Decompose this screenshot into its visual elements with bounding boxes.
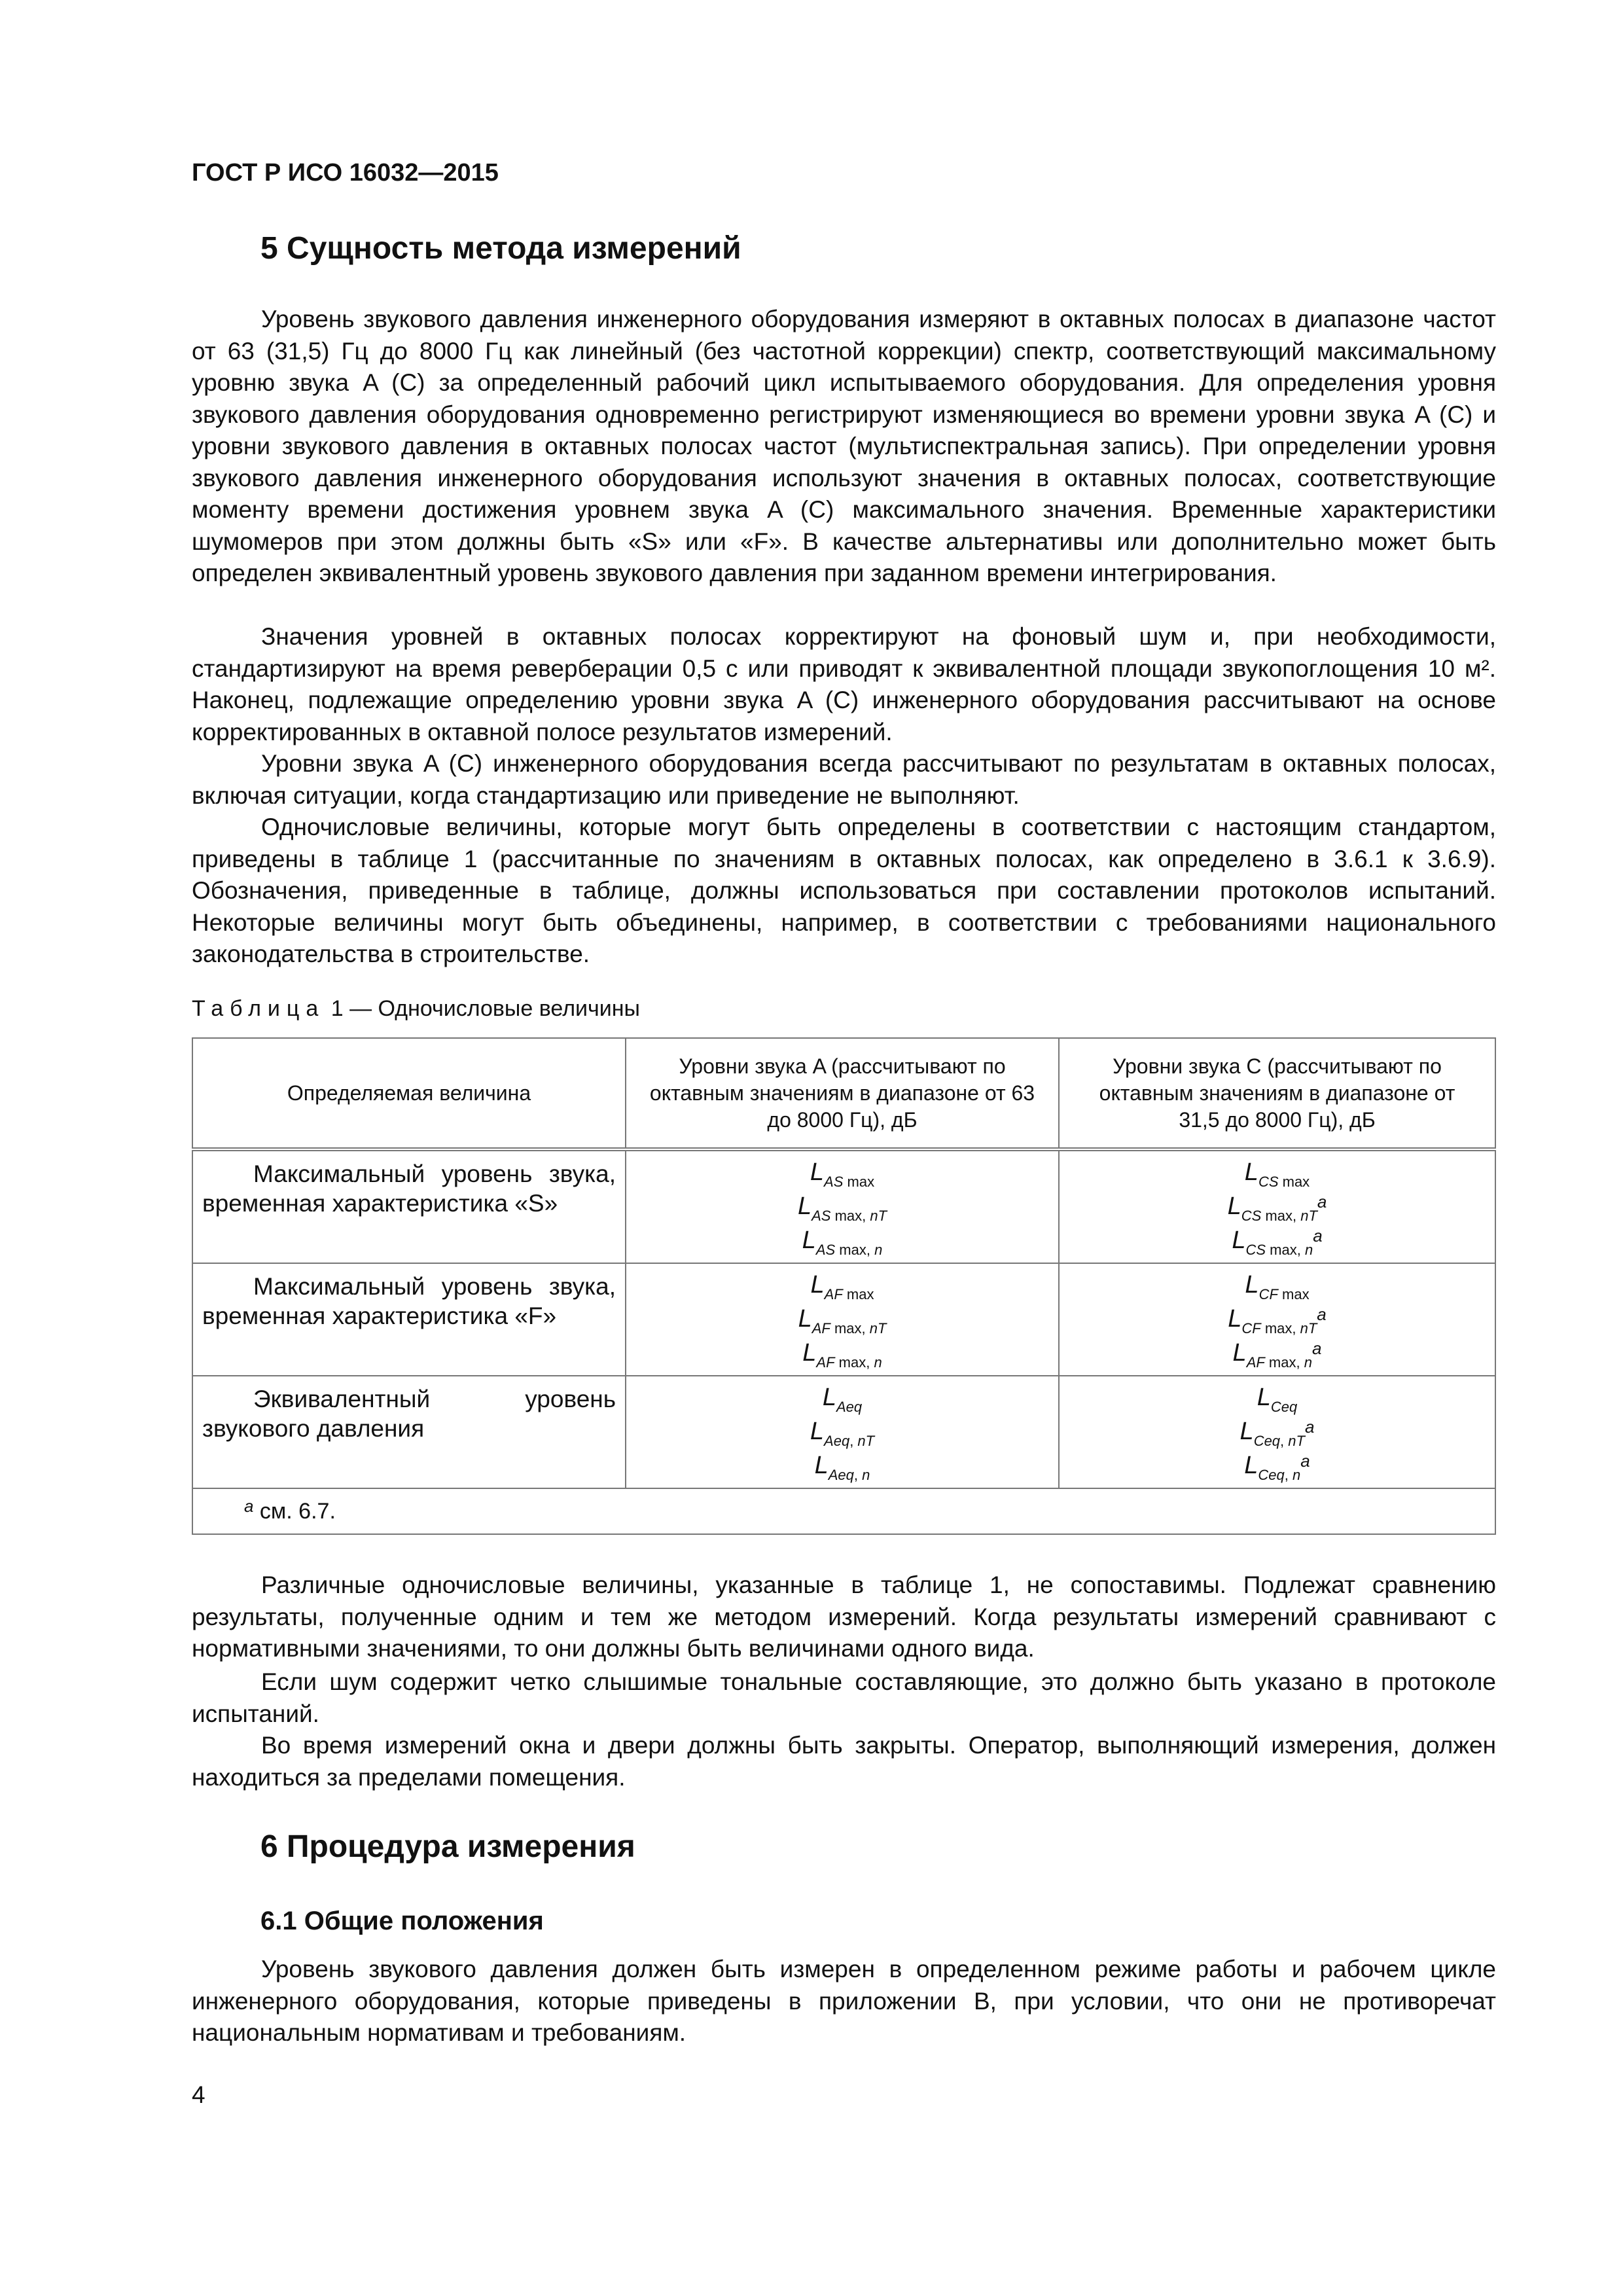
table-header-row [192,1038,1495,1149]
quantity-cell: Эквивалентный уровень звукового давления [192,1376,626,1488]
after-table-paragraph-2: Если шум содержит четко слышимые тональные составляющие, это должно быть указано в протоколе испытаний. [192,1668,1496,1727]
table-caption-label: Таблица [192,996,325,1021]
c-symbols-cell [1059,1263,1495,1376]
symbol: $L_{CF max}$ [1245,1271,1310,1302]
document-header: ГОСТ Р ИСО 16032—2015 [192,159,499,187]
quantity-cell: Максимальный уровень звука, временная характеристика «S» [192,1149,626,1263]
symbol: $L_{CS max}$ [1244,1158,1310,1190]
table-footnote-row [192,1488,1495,1534]
symbol: $L_{CF max, nT}^a$ [1228,1304,1327,1336]
symbol: $L_{Ceq}$ [1257,1384,1298,1415]
symbol: $L_{AF max, nT}$ [798,1305,887,1336]
symbol: $L_{Ceq, nT}^a$ [1240,1417,1315,1449]
table-caption-text: 1 — Одночисловые величины [325,996,640,1021]
table-footnote [192,1488,1495,1534]
table-row [192,1376,1495,1488]
section-5-paragraph-1: Уровень звукового давления инженерного оборудования измеряют в октавных полосах в диапазоне частот от 63 (31,5) Гц до 8000 Гц как линейный (без частотной коррекции) спектр, соответствующий максимальному уровню звука A (C) за определенный рабочий цикл испытываемого оборудования. Для определения уровня звукового давления оборудования одновременно регистрируют изменяющиеся во времени уровни звука A (C) и уровни звукового давления в октавных полосах частот (мультиспектральная запись). При определении уровня звукового давления инженерного оборудования используют значения в октавных полосах, соответствующие моменту времени достижения уровнем звука A (C) максимального значения. Временные характеристики шумомеров при этом должны быть «S» или «F». В качестве альтернативы или дополнительно может быть определен эквивалентный уровень звукового давления при заданном времени интегрирования. [192,306,1496,586]
symbol: $L_{AF max}$ [810,1271,874,1302]
table-caption [192,996,640,1022]
symbol: $L_{AS max}$ [810,1158,875,1190]
section-6-title: 6 Процедура измерения [260,1829,635,1864]
a-symbols-cell [626,1263,1059,1376]
symbol: $L_{AF max, n}$ [802,1339,882,1371]
footnote-text: см. 6.7. [253,1499,336,1524]
c-symbols-cell [1059,1376,1495,1488]
section-6-1-paragraph-1: Уровень звукового давления должен быть измерен в определенном режиме работы и рабочем цикле инженерного оборудования, которые приведены в приложении В, при условии, что они не противоречат национальным нормативам и требованиям. [192,1956,1496,2046]
a-symbols-cell [626,1149,1059,1263]
c-symbols-cell [1059,1149,1495,1263]
after-table-paragraph-1: Различные одночисловые величины, указанные в таблице 1, не сопоставимы. Подлежат сравнению результаты, полученные одним и тем же методом измерений. Когда результаты измерений сравнивают с нормативными значениями, то они должны быть величинами одного вида. [192,1571,1496,1662]
symbol: $L_{AS max, n}$ [802,1227,883,1258]
footnote-mark: a [244,1496,254,1516]
symbol: $L_{Aeq, nT}$ [810,1418,875,1449]
symbol: $L_{Ceq, n}^a$ [1244,1451,1310,1483]
header-a-levels: Уровни звука A (рассчитывают по октавным значениям в диапазоне от 63 до 8000 Гц), дБ [626,1038,1059,1149]
after-table-paragraph-3: Во время измерений окна и двери должны быть закрыты. Оператор, выполняющий измерения, должен находиться за пределами помещения. [192,1732,1496,1791]
header-c-levels: Уровни звука C (рассчитывают по октавным значениям в диапазоне от 31,5 до 8000 Гц), дБ [1059,1038,1495,1149]
symbol: $L_{CS max, nT}^a$ [1227,1192,1327,1224]
symbol: $L_{AF max, n}^a$ [1232,1338,1322,1371]
a-symbols-cell [626,1376,1059,1488]
section-5-paragraph-4: Одночисловые величины, которые могут быть определены в соответствии с настоящим стандартом, приведены в таблице 1 (рассчитанные по значениям в октавных полосах, как определено в 3.6.1 к 3.6.9). Обозначения, приведенные в таблице, должны использоваться при составлении протоколов испытаний. Некоторые величины могут быть объединены, например, в соответствии с требованиями национального законодательства в строительстве. [192,814,1496,967]
subsection-6-1-title: 6.1 Общие положения [260,1907,544,1935]
section-5-title: 5 Сущность метода измерений [260,231,741,266]
symbol: $L_{Aeq}$ [822,1384,863,1415]
page-number: 4 [192,2081,205,2108]
table-row [192,1149,1495,1263]
section-5-paragraph-3: Уровни звука A (C) инженерного оборудования всегда рассчитывают по результатам в октавных полосах, включая ситуации, когда стандартизацию или приведение не выполняют. [192,750,1496,809]
symbol: $L_{Aeq, n}$ [814,1452,870,1483]
symbol: $L_{AS max, nT}$ [797,1193,887,1224]
section-5-paragraph-2: Значения уровней в октавных полосах корректируют на фоновый шум и, при необходимости, стандартизируют на время реверберации 0,5 с или приводят к эквивалентной площади звукопоглощения 10 м². Наконец, подлежащие определению уровни звука A (C) инженерного оборудования рассчитывают на основе корректированных в октавной полосе результатов измерений. [192,623,1496,745]
table-row [192,1263,1495,1376]
single-number-quantities-table [192,1037,1496,1535]
header-quantity: Определяемая величина [192,1038,626,1149]
symbol: $L_{CS max, n}^a$ [1232,1226,1323,1258]
quantity-cell: Максимальный уровень звука, временная характеристика «F» [192,1263,626,1376]
